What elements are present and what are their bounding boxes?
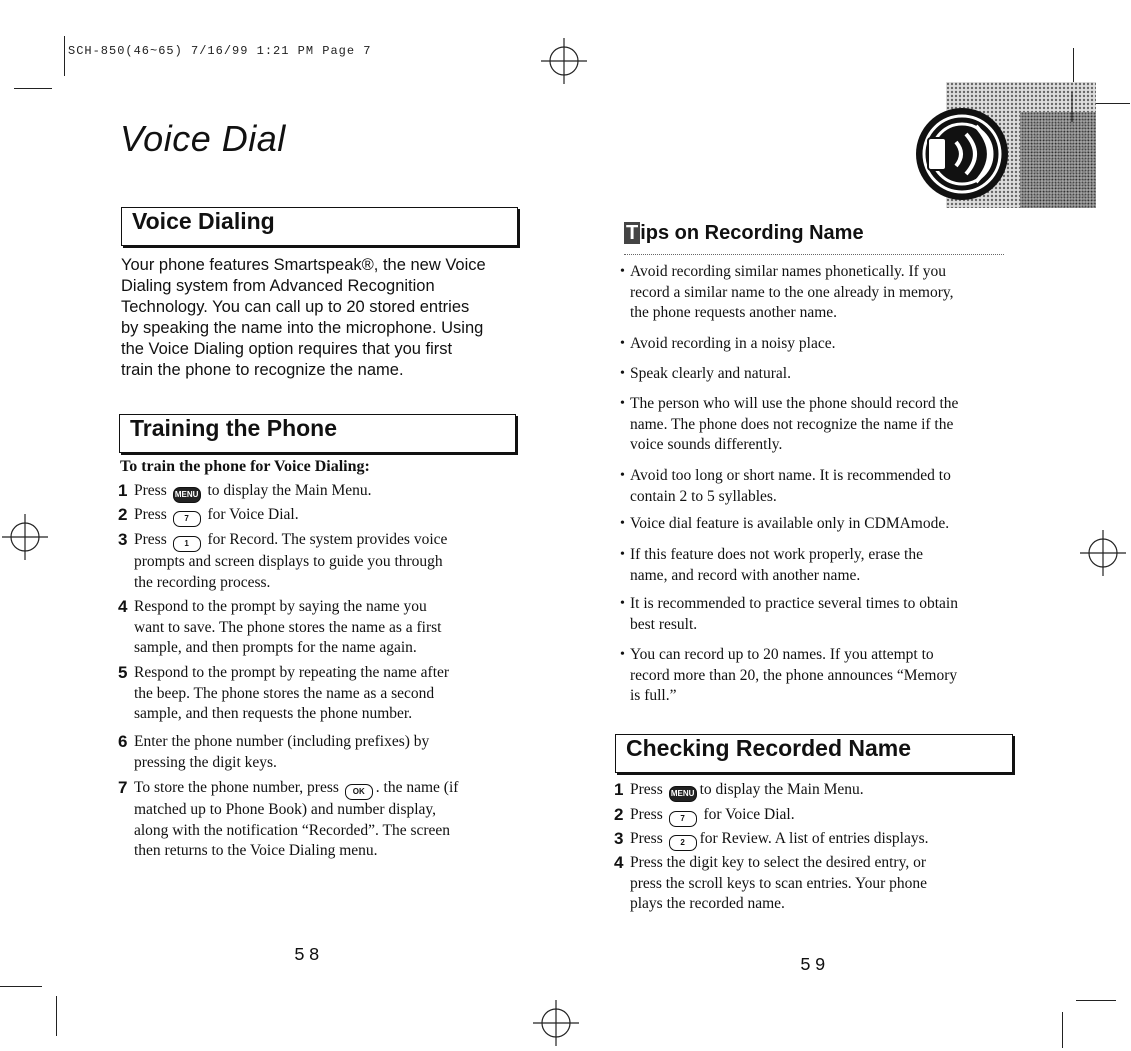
step-text: Press: [630, 806, 667, 823]
step-text: for Record. The system provides voice: [203, 531, 448, 548]
step-number: 4: [614, 853, 624, 872]
step-text: to display the Main Menu.: [203, 482, 372, 499]
tips-heading: [624, 222, 864, 245]
step-text: the recording process.: [134, 573, 271, 591]
step-text: Press: [134, 482, 171, 499]
tips-heading-initial: T: [626, 222, 639, 244]
step-text: Respond to the prompt by saying the name you: [134, 598, 427, 615]
tip-text: The person who will use the phone should record the: [630, 395, 959, 412]
training-step: [118, 530, 538, 594]
training-step: [118, 597, 538, 661]
step-text: press the scroll keys to scan entries. Your phone: [630, 874, 928, 892]
tip-text: Speak clearly and natural.: [630, 365, 791, 382]
crop-mark: [0, 986, 42, 987]
paragraph-line: Your phone features Smartspeak®, the new Voice: [121, 256, 486, 274]
section-heading-text: Checking Recorded Name: [626, 735, 912, 761]
menu-key-icon: MENU: [173, 487, 201, 503]
tip-text: You can record up to 20 names. If you attempt to: [630, 646, 934, 663]
step-text: Enter the phone number (including prefixes) by: [134, 733, 430, 750]
training-step: [118, 663, 538, 727]
menu-key-icon: MENU: [669, 786, 697, 802]
tip-text: record more than 20, the phone announces “Memory: [630, 666, 958, 684]
bullet-icon: •: [620, 468, 625, 483]
bullet-icon: •: [620, 547, 625, 562]
step-text: prompts and screen displays to guide you through: [134, 553, 443, 570]
step-text: then returns to the Voice Dialing menu.: [134, 842, 378, 859]
step-text: sample, and then requests the phone number.: [134, 705, 413, 722]
registration-mark-icon: [533, 1000, 579, 1046]
step-number: 1: [614, 780, 624, 799]
tips-divider: [624, 254, 1004, 255]
tip-text: contain 2 to 5 syllables.: [630, 487, 777, 505]
bullet-icon: •: [620, 396, 625, 411]
voice-dialing-paragraph: [121, 255, 541, 381]
step-number: 2: [118, 505, 128, 524]
tip-item: [620, 545, 1060, 589]
step-text: To store the phone number, press: [134, 779, 343, 796]
bullet-icon: •: [620, 596, 625, 611]
tip-text: Avoid recording in a noisy place.: [630, 335, 836, 352]
key-1-icon: 1: [173, 536, 201, 552]
crop-mark: [1076, 1000, 1116, 1001]
step-text: to display the Main Menu.: [699, 781, 864, 798]
section-heading-training: [119, 414, 516, 453]
step-text: sample, and then prompts for the name again.: [134, 639, 417, 656]
step-text: the beep. The phone stores the name as a second: [134, 684, 435, 702]
page-number-right: 59: [800, 956, 830, 976]
section-heading-text: Training the Phone: [130, 415, 338, 441]
tip-item: [620, 466, 1060, 510]
step-text: Press: [134, 506, 171, 523]
registration-mark-icon: [1080, 530, 1126, 576]
tip-text: record a similar name to the one already in memory,: [630, 283, 954, 301]
registration-mark-icon: [541, 38, 587, 84]
tip-text: voice sounds differently.: [630, 436, 783, 453]
tip-item: [620, 394, 1060, 458]
training-intro: To train the phone for Voice Dialing:: [120, 458, 370, 475]
step-text: for Voice Dial.: [203, 506, 299, 523]
crop-mark: [56, 996, 57, 1036]
tips-heading-text: ips on Recording Name: [640, 222, 864, 244]
step-text: matched up to Phone Book) and number display,: [134, 801, 437, 818]
training-step: [118, 732, 538, 776]
step-text: for Review. A list of entries displays.: [699, 830, 929, 847]
ok-key-icon: OK: [345, 784, 373, 800]
bullet-icon: •: [620, 264, 625, 279]
tip-item: [620, 645, 1060, 709]
tip-text: the phone requests another name.: [630, 304, 838, 321]
step-text: Press: [630, 830, 667, 847]
crop-mark: [64, 36, 65, 76]
paragraph-line: Technology. You can call up to 20 stored entries: [121, 298, 470, 316]
step-text: plays the recorded name.: [630, 895, 785, 912]
step-text: . the name (if: [375, 779, 459, 796]
print-header: SCH-850(46~65) 7/16/99 1:21 PM Page 7: [68, 44, 372, 58]
step-text: Press the digit key to select the desired entry, or: [630, 854, 926, 871]
crop-mark: [14, 88, 52, 89]
key-7-icon: 7: [173, 511, 201, 527]
crop-mark: [1062, 1012, 1063, 1048]
registration-mark-icon: [2, 514, 48, 560]
step-number: 5: [118, 663, 128, 682]
paragraph-line: Dialing system from Advanced Recognition: [121, 277, 435, 295]
tip-text: Avoid recording similar names phonetically. If you: [630, 263, 946, 280]
paragraph-line: the Voice Dialing option requires that you first: [121, 340, 453, 358]
tip-text: Voice dial feature is available only in CDMAmode.: [630, 515, 950, 532]
step-text: want to save. The phone stores the name as a first: [134, 618, 442, 636]
bullet-icon: •: [620, 647, 625, 662]
tip-text: If this feature does not work properly, erase the: [630, 546, 923, 563]
step-text: Press: [630, 781, 667, 798]
tip-item: [620, 594, 1060, 638]
step-number: 7: [118, 778, 128, 797]
step-number: 4: [118, 597, 128, 616]
step-number: 3: [118, 530, 128, 549]
checking-step: [614, 853, 1054, 917]
training-step: [118, 778, 538, 868]
step-number: 3: [614, 829, 624, 848]
tip-text: is full.”: [630, 687, 677, 704]
bullet-icon: •: [620, 336, 625, 351]
section-heading-voice-dialing: [121, 207, 518, 246]
paragraph-line: train the phone to recognize the name.: [121, 361, 404, 379]
tip-text: It is recommended to practice several times to obtain: [630, 595, 958, 612]
bullet-icon: •: [620, 366, 625, 381]
key-2-icon: 2: [669, 835, 697, 851]
tip-text: best result.: [630, 615, 698, 633]
key-7-icon: 7: [669, 811, 697, 827]
paragraph-line: by speaking the name into the microphone. Using: [121, 319, 484, 337]
tip-text: name, and record with another name.: [630, 566, 861, 584]
step-text: pressing the digit keys.: [134, 753, 277, 771]
step-text: along with the notification “Recorded”. The screen: [134, 821, 451, 839]
step-text: Press: [134, 531, 171, 548]
section-heading-checking: [615, 734, 1013, 773]
page-number-left: 58: [294, 946, 324, 966]
step-text: for Voice Dial.: [699, 806, 795, 823]
page-title: Voice Dial: [120, 118, 286, 159]
tip-item: [620, 262, 1060, 326]
step-number: 2: [614, 805, 624, 824]
tip-text: name. The phone does not recognize the name if the: [630, 415, 954, 433]
step-text: Respond to the prompt by repeating the name after: [134, 664, 450, 681]
tip-text: Avoid too long or short name. It is recommended to: [630, 467, 951, 484]
bullet-icon: •: [620, 516, 625, 531]
step-number: 6: [118, 732, 128, 751]
step-number: 1: [118, 481, 128, 500]
section-heading-text: Voice Dialing: [132, 208, 275, 234]
voice-dial-graphic-icon: [910, 82, 1098, 210]
